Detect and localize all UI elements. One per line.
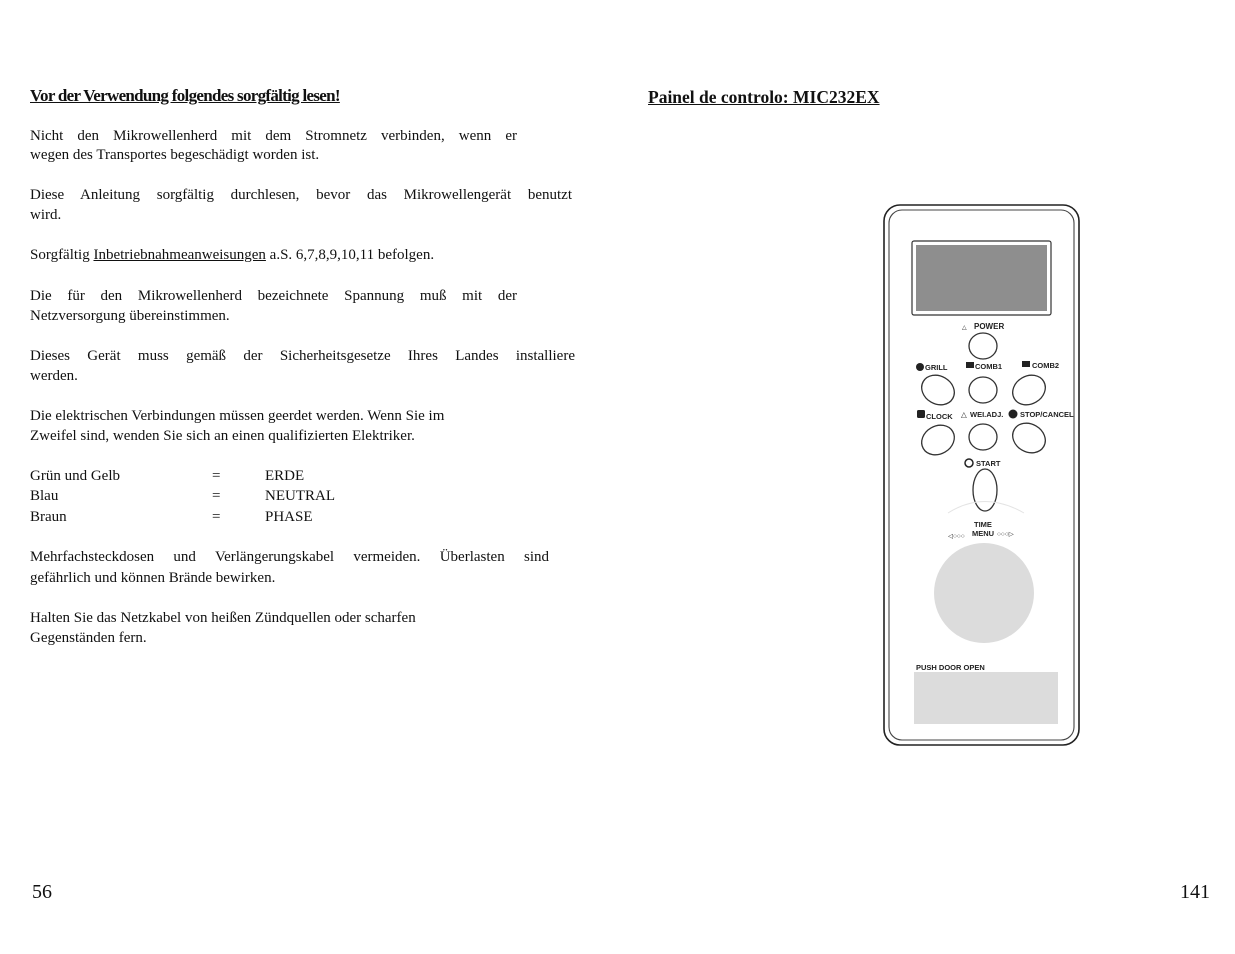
para-voltage-line1: Die für den Mikrowellenherd bezeichnete Spannung muß mit der xyxy=(30,288,517,304)
para-read-manual-line1: Diese Anleitung sorgfältig durchlesen, bevor das Mikrowellengerät benutzt xyxy=(30,187,572,203)
time-menu-dial[interactable] xyxy=(934,543,1034,643)
weight-adj-button[interactable] xyxy=(969,424,997,450)
para-installation-instructions xyxy=(30,245,434,265)
weight-adj-label: WEI.ADJ. xyxy=(970,410,1004,419)
wire-equals: = xyxy=(212,468,221,484)
wire-color: Grün und Gelb xyxy=(30,468,120,484)
clock-label: CLOCK xyxy=(926,412,953,421)
page-number-left: 56 xyxy=(32,881,52,903)
para-read-manual-line2: wird. xyxy=(30,207,62,223)
wire-equals: = xyxy=(212,509,221,525)
para-installation-pre: Sorgfältig xyxy=(30,247,94,263)
comb2-icon xyxy=(1022,361,1030,367)
power-button[interactable] xyxy=(969,333,997,359)
comb1-icon xyxy=(966,362,974,368)
para-power-cord-line2: Gegenständen fern. xyxy=(30,630,147,646)
para-overload-line1: Mehrfachsteckdosen und Verlängerungskabel vermeiden. Überlasten sind xyxy=(30,549,549,565)
wire-role: ERDE xyxy=(265,468,305,484)
para-power-cord-line1: Halten Sie das Netzkabel von heißen Zündquellen oder scharfen xyxy=(30,610,416,626)
installation-instructions-link[interactable]: Inbetriebnahmeanweisungen xyxy=(93,247,266,263)
power-icon: △ xyxy=(962,325,967,331)
left-page-heading: Vor der Verwendung folgendes sorgfältig lesen! xyxy=(30,86,340,105)
para-voltage-line2: Netzversorgung übereinstimmen. xyxy=(30,308,230,324)
stop-cancel-icon xyxy=(1009,410,1018,419)
para-grounding-line2: Zweifel sind, wenden Sie sich an einen qualifizierten Elektriker. xyxy=(30,428,415,444)
start-button[interactable] xyxy=(973,469,997,511)
comb1-label: COMB1 xyxy=(975,362,1003,371)
start-label: START xyxy=(976,459,1001,468)
para-safety-laws-line1: Dieses Gerät muss gemäß der Sicherheitsgesetze Ihres Landes installiere xyxy=(30,348,575,364)
wire-role: PHASE xyxy=(265,509,313,525)
para-overload-line2: gefährlich und können Brände bewirken. xyxy=(30,570,276,586)
clock-icon xyxy=(917,410,925,418)
door-open-button[interactable] xyxy=(914,672,1058,724)
dial-increase-marks: ○○○▷ xyxy=(997,531,1014,538)
para-transport-damage-line1: Nicht den Mikrowellenherd mit dem Stromnetz verbinden, wenn er xyxy=(30,128,517,144)
dial-decrease-marks: ◁○○○ xyxy=(948,533,965,540)
menu-label: MENU xyxy=(972,529,995,538)
page-number-right: 141 xyxy=(1180,881,1210,903)
wire-role: NEUTRAL xyxy=(265,488,335,504)
power-label: POWER xyxy=(974,322,1005,331)
wire-equals: = xyxy=(212,488,221,504)
right-page-heading: Painel de controlo: MIC232EX xyxy=(648,87,880,107)
wire-color: Blau xyxy=(30,488,59,504)
weight-icon: △ xyxy=(961,410,967,419)
time-label: TIME xyxy=(974,520,992,529)
comb1-button[interactable] xyxy=(969,377,997,403)
push-door-open-label: PUSH DOOR OPEN xyxy=(916,663,985,672)
grill-icon xyxy=(916,363,924,371)
control-panel-diagram xyxy=(876,200,1091,760)
wire-color: Braun xyxy=(30,509,67,525)
para-safety-laws-line2: werden. xyxy=(30,368,78,384)
display-screen xyxy=(916,245,1047,311)
grill-label: GRILL xyxy=(925,363,948,372)
para-transport-damage-line2: wegen des Transportes begeschädigt worden ist. xyxy=(30,147,320,163)
stop-cancel-label: STOP/CANCEL xyxy=(1020,410,1074,419)
comb2-label: COMB2 xyxy=(1032,361,1060,370)
para-installation-post: a.S. 6,7,8,9,10,11 befolgen. xyxy=(265,247,435,263)
para-grounding-line1: Die elektrischen Verbindungen müssen geerdet werden. Wenn Sie im xyxy=(30,408,445,424)
